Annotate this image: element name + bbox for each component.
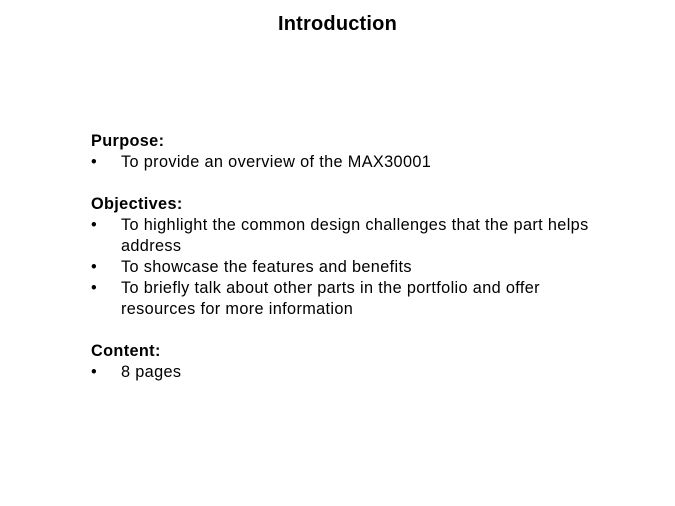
list-item-text: To briefly talk about other parts in the portfolio and offer resources for more information — [121, 279, 540, 318]
bullet-icon: • — [91, 279, 98, 297]
list-item-text: To highlight the common design challenges that the part helps address — [121, 216, 589, 255]
bullet-icon: • — [91, 153, 98, 171]
slide-body — [91, 131, 591, 404]
list-item-text: To provide an overview of the MAX30001 — [121, 153, 432, 171]
purpose-section — [91, 131, 591, 173]
list-item — [91, 278, 591, 320]
list-item-text: 8 pages — [121, 363, 182, 381]
list-item — [91, 215, 591, 257]
list-item — [91, 362, 591, 383]
objectives-heading: Objectives: — [91, 195, 183, 213]
page-title: Introduction — [277, 13, 398, 35]
purpose-list — [91, 152, 591, 173]
content-heading: Content: — [91, 342, 161, 360]
list-item — [91, 152, 591, 173]
content-section — [91, 341, 591, 383]
content-list — [91, 362, 591, 383]
objectives-list — [91, 215, 591, 320]
bullet-icon: • — [91, 216, 98, 234]
bullet-icon: • — [91, 363, 98, 381]
list-item — [91, 257, 591, 278]
purpose-heading: Purpose: — [91, 132, 165, 150]
objectives-section — [91, 194, 591, 320]
bullet-icon: • — [91, 258, 98, 276]
list-item-text: To showcase the features and benefits — [121, 258, 412, 276]
